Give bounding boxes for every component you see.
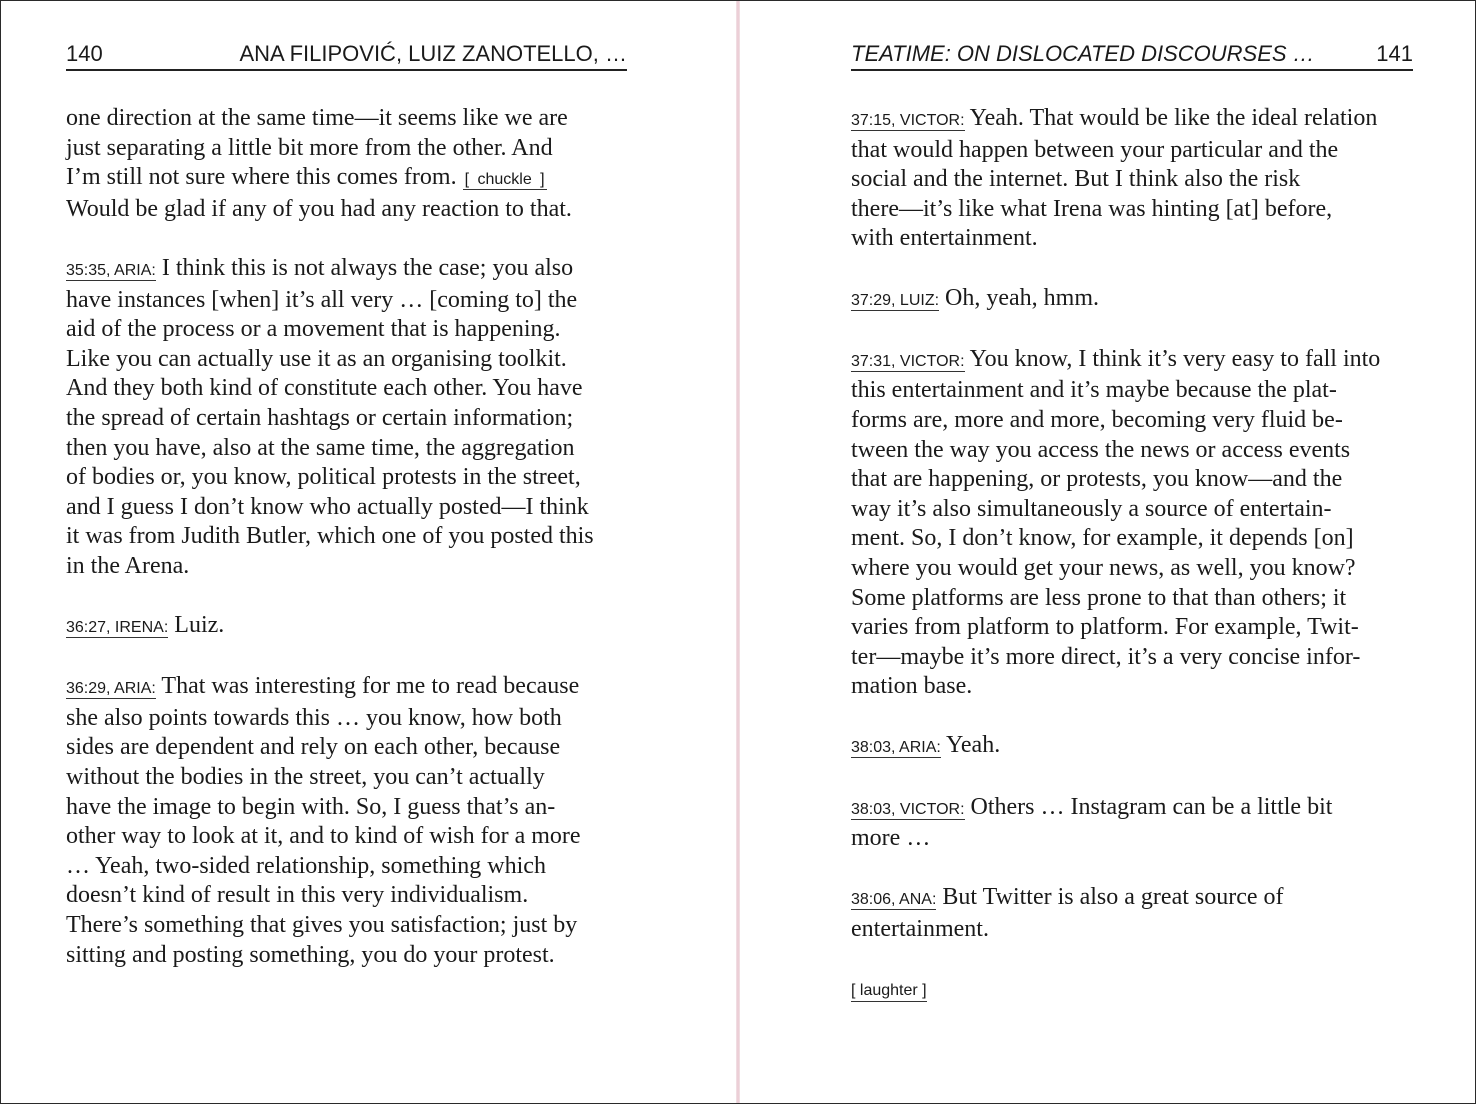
right-running-head: TEATIME: ON DISLOCATED DISCOURSES … <box>851 41 1315 66</box>
book-gutter <box>736 1 740 1104</box>
right-paragraph-2 <box>851 284 1413 316</box>
left-page <box>66 1 627 1104</box>
right-paragraph-5 <box>851 793 1413 854</box>
right-p6-text: But Twitter is also a great source of entertainment. <box>851 884 1284 943</box>
right-paragraph-6 <box>851 883 1413 944</box>
left-p1-text: one direction at the same time—it seems like we are just separating a little bit more from the other. And I’m still not sure where this comes from. <box>66 105 568 191</box>
right-p5-text: Others … Instagram can be a little bit more … <box>851 793 1333 852</box>
speaker-label: 38:03, VICTOR: <box>851 800 965 818</box>
right-page-number: 141 <box>1376 41 1413 66</box>
speaker-label: 38:06, ANA: <box>851 891 937 909</box>
left-page-body <box>66 104 627 1000</box>
right-page-header <box>851 41 1413 71</box>
right-p2-text: Oh, yeah, hmm. <box>939 284 1100 311</box>
left-p3-text: Luiz. <box>168 612 225 639</box>
right-page <box>851 1 1413 1104</box>
chuckle-note: [ chuckle ] <box>464 171 545 189</box>
right-p4-text: Yeah. <box>940 732 1001 759</box>
left-paragraph-1 <box>66 104 627 224</box>
speaker-label: 37:15, VICTOR: <box>851 112 965 129</box>
right-paragraph-4 <box>851 731 1413 763</box>
left-paragraph-4 <box>66 672 627 970</box>
right-p1-text: Yeah. That would be like the ideal relation that would happen between your particular and the social and the internet. But I think also the risk there—it’s like what Irena was hinting [at] before, with entertainment. <box>851 105 1378 252</box>
right-p3-text: You know, I think it’s very easy to fall into this entertainment and it’s maybe because the plat- forms are, more and more, becoming very fluid be- tween the way you access the news or access events that are happening, or protests, you know—and the way it’s also simultaneously a source of entertain- ment. So, I don’t know, for example, it depends [on] where you would get your news, as well, you know? Some platforms are less prone to that than others; it varies from platform to platform. For example, Twit- ter—maybe it’s more direct, it’s a very concise infor- mation base. <box>851 345 1381 700</box>
speaker-label: 36:27, IRENA: <box>66 619 169 637</box>
right-page-body <box>851 104 1413 1033</box>
right-paragraph-1 <box>851 104 1413 254</box>
left-paragraph-2 <box>66 254 627 582</box>
right-paragraph-3 <box>851 345 1413 702</box>
laughter-note: [ laughter ] <box>851 982 927 1002</box>
left-p4-text: That was interesting for me to read because she also points towards this … you know, how both sides are dependent and rely on each other, because without the bodies in the street, you can’t actually have the image to begin with. So, I guess that’s an- other way to look at it, and to kind of wish for a more … Yeah, two-sided relationship, something which doesn’t kind of result in this very individualism. There’s something that gives you satisfaction; just by sitting and posting something, you do your protest. <box>66 673 581 968</box>
speaker-label: 37:29, LUIZ: <box>851 291 940 309</box>
speaker-label: 37:31, VICTOR: <box>851 352 965 370</box>
left-running-head: ANA FILIPOVIĆ, LUIZ ZANOTELLO, … <box>239 41 627 66</box>
speaker-label: 35:35, ARIA: <box>66 261 156 279</box>
left-page-number: 140 <box>66 41 103 66</box>
speaker-label: 36:29, ARIA: <box>66 680 156 698</box>
left-p2-text: I think this is not always the case; you also have instances [when] it’s all very … [coming to] the aid of the process or a movement that is happening. Like you can actually use it as an organising toolkit. And they both kind of constitute each other. You have the spread of certain hashtags or certain information; then you have, also at the same time, the aggregation of bodies or, you know, political protests in the street, and I guess I don’t know who actually posted—I think it was from Judith Butler, which one of you posted this in the Arena. <box>66 254 594 579</box>
left-paragraph-3 <box>66 611 627 643</box>
right-paragraph-7 <box>851 974 1413 1004</box>
left-page-header <box>66 41 627 71</box>
left-p1-text-after: Would be glad if any of you had any reaction to that. <box>66 195 572 222</box>
speaker-label: 38:03, ARIA: <box>851 739 941 757</box>
